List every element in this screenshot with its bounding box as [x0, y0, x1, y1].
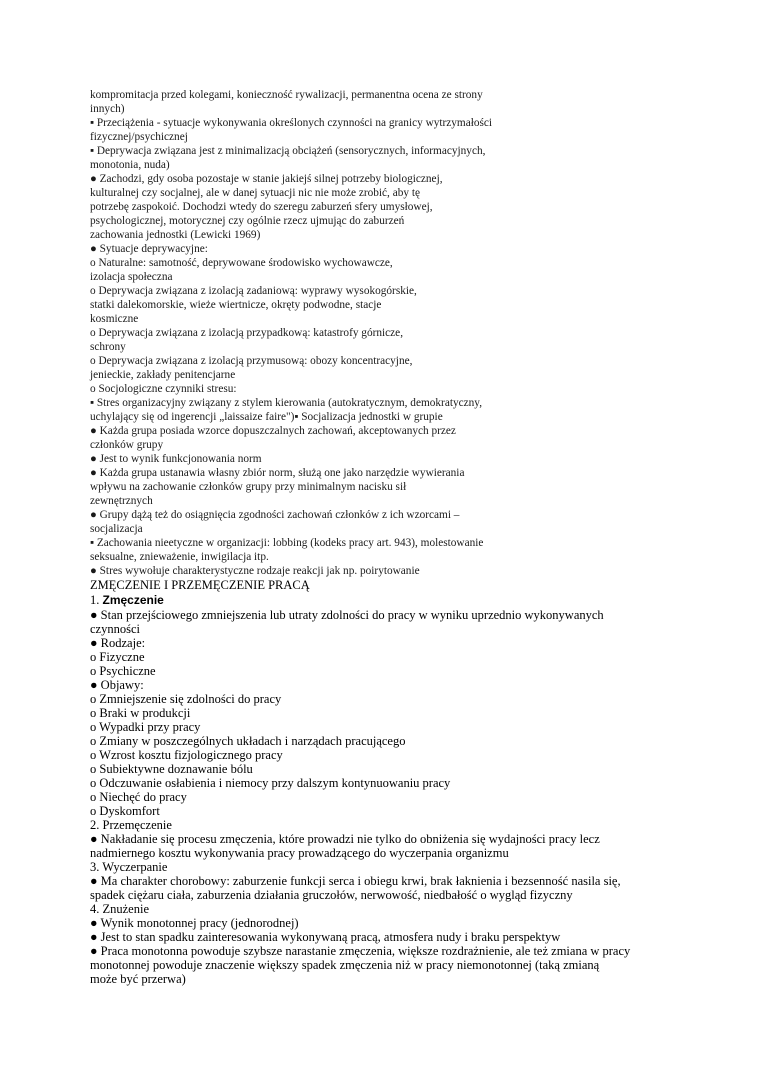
text-line: statki dalekomorskie, wieże wiertnicze, okręty podwodne, stacje: [90, 299, 382, 311]
text-line: ● Jest to stan spadku zainteresowania wykonywaną pracą, atmosfera nudy i braku perspektyw: [90, 930, 561, 944]
text-line: ▪ Deprywacja związana jest z minimalizacją obciążeń (sensorycznych, informacyjnych,: [90, 145, 486, 157]
text-line: ● Każda grupa ustanawia własny zbiór norm, służą one jako narzędzie wywierania: [90, 467, 465, 479]
text-line: izolacja społeczna: [90, 271, 173, 283]
text-line: ▪ Przeciążenia - sytuacje wykonywania określonych czynności na granicy wytrzymałości: [90, 117, 493, 129]
text-line: 3. Wyczerpanie: [90, 860, 168, 874]
text-line: nadmiernego kosztu wykonywania pracy prowadzącego do wyczerpania organizmu: [90, 846, 509, 860]
text-line: o Deprywacja związana z izolacją przypadkową: katastrofy górnicze,: [90, 327, 404, 339]
text-line: o Naturalne: samotność, deprywowane środowisko wychowawcze,: [90, 257, 393, 269]
text-line: ● Nakładanie się procesu zmęczenia, które prowadzi nie tylko do obniżenia się wydajności pracy lecz: [90, 832, 600, 846]
text-line: ● Rodzaje:: [90, 636, 146, 650]
text-line: czynności: [90, 622, 140, 636]
text-line: o Wzrost kosztu fizjologicznego pracy: [90, 748, 283, 762]
text-line: o Zmniejszenie się zdolności do pracy: [90, 692, 282, 706]
text-line: kulturalnej czy socjalnej, ale w danej sytuacji nic nie może zrobić, aby tę: [90, 187, 420, 199]
text-line: seksualne, znieważenie, inwigilacja itp.: [90, 551, 269, 563]
text-line: o Dyskomfort: [90, 804, 160, 818]
text-line: członków grupy: [90, 439, 164, 451]
text-line: monotonia, nuda): [90, 159, 170, 171]
text-line: ▪ Zachowania nieetyczne w organizacji: lobbing (kodeks pracy art. 943), molestowanie: [90, 537, 484, 549]
text-line: jenieckie, zakłady penitencjarne: [90, 369, 236, 381]
text-line: o Deprywacja związana z izolacją zadaniową: wyprawy wysokogórskie,: [90, 285, 417, 297]
text-line: zachowania jednostki (Lewicki 1969): [90, 229, 261, 241]
text-line: o Zmiany w poszczególnych układach i narządach pracującego: [90, 734, 406, 748]
text-line: może być przerwa): [90, 972, 186, 986]
text-line: ● Każda grupa posiada wzorce dopuszczalnych zachowań, akceptowanych przez: [90, 425, 456, 437]
text-line: ● Zachodzi, gdy osoba pozostaje w stanie jakiejś silnej potrzeby biologicznej,: [90, 173, 443, 185]
text-line: ● Stan przejściowego zmniejszenia lub utraty zdolności do pracy w wyniku uprzednio wykonywanych: [90, 608, 604, 622]
text-line: wpływu na zachowanie członków grupy przy minimalnym nacisku sił: [90, 481, 407, 493]
text-line: ● Jest to wynik funkcjonowania norm: [90, 453, 262, 465]
text-line: ● Praca monotonna powoduje szybsze narastanie zmęczenia, większe rozdrażnienie, ale też zmiana w pracy: [90, 944, 631, 958]
text-line: psychologicznej, motorycznej czy ogólnie rzecz ujmując do zaburzeń: [90, 215, 405, 227]
text-line: innych): [90, 103, 125, 115]
text-line: ● Stres wywołuje charakterystyczne rodzaje reakcji jak np. poirytowanie: [90, 565, 420, 577]
text-line: zewnętrznych: [90, 495, 153, 507]
text-line: o Odczuwanie osłabienia i niemocy przy dalszym kontynuowaniu pracy: [90, 776, 451, 790]
text-line: o Deprywacja związana z izolacją przymusową: obozy koncentracyjne,: [90, 355, 413, 367]
text-line: ● Objawy:: [90, 678, 144, 692]
text-line: o Niechęć do pracy: [90, 790, 187, 804]
section-heading: ZMĘCZENIE I PRZEMĘCZENIE PRACĄ: [90, 578, 310, 592]
text-line: fizycznej/psychicznej: [90, 131, 188, 143]
text-line: o Socjologiczne czynniki stresu:: [90, 383, 237, 395]
text-line: potrzebę zaspokoić. Dochodzi wtedy do szeregu zaburzeń sfery umysłowej,: [90, 201, 433, 213]
text-line: ● Wynik monotonnej pracy (jednorodnej): [90, 916, 299, 930]
text-line: socjalizacja: [90, 523, 143, 535]
text-line: monotonnej powoduje znaczenie większy spadek zmęczenia niż w pracy niemonotonnej (taką zmianą: [90, 958, 600, 972]
heading-zmeczenie: [90, 593, 164, 607]
text-line: 2. Przemęczenie: [90, 818, 172, 832]
text-line: schrony: [90, 341, 126, 353]
text-line: spadek ciężaru ciała, zaburzenia działania gruczołów, nerwowość, niedbałość o wygląd fizyczny: [90, 888, 573, 902]
heading-title: Zmęczenie: [102, 593, 164, 607]
text-line: 4. Znużenie: [90, 902, 150, 916]
text-line: o Braki w produkcji: [90, 706, 191, 720]
heading-number: 1.: [90, 593, 103, 607]
text-line: uchylający się od ingerencji „laissaize faire")▪ Socjalizacja jednostki w grupie: [90, 411, 443, 423]
text-line: ● Ma charakter chorobowy: zaburzenie funkcji serca i obiegu krwi, brak łaknienia i bezsenność nasila się,: [90, 874, 621, 888]
text-line: ▪ Stres organizacyjny związany z stylem kierowania (autokratycznym, demokratyczny,: [90, 397, 483, 409]
text-line: o Wypadki przy pracy: [90, 720, 201, 734]
text-line: o Psychiczne: [90, 664, 156, 678]
text-line: ● Grupy dążą też do osiągnięcia zgodności zachowań członków z ich wzorcami –: [90, 509, 460, 521]
text-line: ● Sytuacje deprywacyjne:: [90, 243, 208, 255]
text-line: kosmiczne: [90, 313, 139, 325]
text-line: o Subiektywne doznawanie bólu: [90, 762, 253, 776]
text-line: o Fizyczne: [90, 650, 145, 664]
text-line: kompromitacja przed kolegami, konieczność rywalizacji, permanentna ocena ze strony: [90, 89, 483, 101]
